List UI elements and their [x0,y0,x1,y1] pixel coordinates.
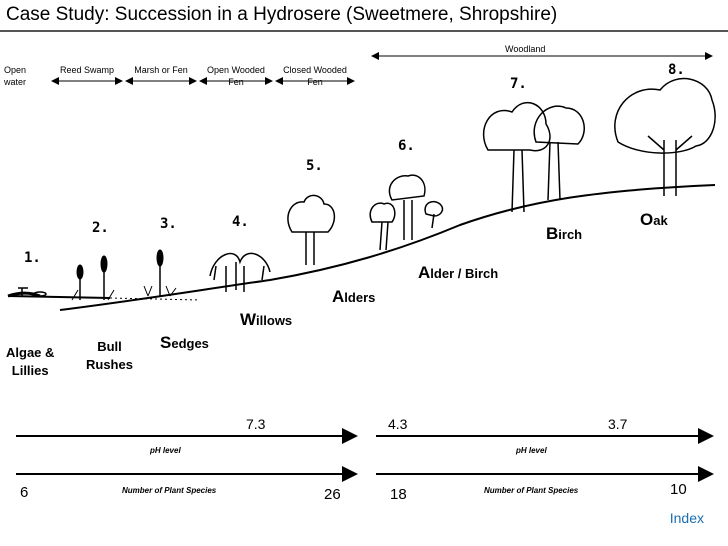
stage-closed-wooded-fen: Closed Wooded Fen [283,65,347,87]
label-willows [240,310,292,330]
index-link[interactable]: Index [669,510,704,526]
stage-number-8: 8. [668,62,685,78]
stage-number-3: 3. [160,216,177,232]
stage-marsh-fen: Marsh or Fen [134,65,188,75]
alders-rest: lders [344,290,376,305]
tree-stage-6 [370,175,442,250]
oak-tree-stage-8 [615,79,715,196]
alder-birch-rest: lder / Birch [430,266,499,281]
label-alder-birch [418,263,498,283]
willows-rest: illows [256,313,293,328]
label-alders [332,287,375,307]
ph-label-left: pH level [150,446,181,455]
ph-label-right: pH level [516,446,547,455]
species-label-right: Number of Plant Species [484,486,579,495]
species-label-left: Number of Plant Species [122,486,217,495]
stage-number-2: 2. [92,220,109,236]
tree-stage-7 [484,103,585,212]
label-algae-lillies: Algae & Lillies [6,345,55,378]
stage-open-wooded-fen: Open Wooded Fen [207,65,265,87]
stage-number-7: 7. [510,76,527,92]
sedge-plant [144,250,176,296]
species-value-26: 26 [324,486,341,503]
oak-rest: ak [653,213,668,228]
label-sedges [160,333,209,353]
label-oak [640,210,668,230]
label-bull-rushes: Bull Rushes [86,339,133,372]
species-value-10: 10 [670,481,687,498]
birch-rest: irch [558,227,583,242]
stage-open-water: Open water [4,65,27,87]
ph-value-4-3: 4.3 [388,416,408,432]
water-surface-dashed [110,298,200,300]
stage-number-5: 5. [306,158,323,174]
birch-initial: B [546,224,559,243]
woodland-label: Woodland [505,44,546,54]
sedges-initial: S [160,333,172,352]
ph-value-7-3: 7.3 [246,416,266,432]
water-surface [8,296,110,298]
sedges-rest: edges [171,336,209,351]
willows-initial: W [240,310,257,329]
stage-number-1: 1. [24,250,41,266]
willow-plant [210,253,270,292]
stage-number-6: 6. [398,138,415,154]
bull-rush-plant [72,256,114,300]
species-value-18: 18 [390,486,407,503]
label-birch [546,224,582,244]
stage-number-4: 4. [232,214,249,230]
stage-reed-swamp: Reed Swamp [59,65,115,75]
ph-value-3-7: 3.7 [608,416,628,432]
species-value-6: 6 [20,484,29,501]
alders-initial: A [332,287,345,306]
tree-stage-5 [288,195,334,265]
alder-birch-initial: A [418,263,431,282]
oak-initial: O [640,210,654,229]
page-title: Case Study: Succession in a Hydrosere (Sweetmere, Shropshire) [6,4,558,25]
